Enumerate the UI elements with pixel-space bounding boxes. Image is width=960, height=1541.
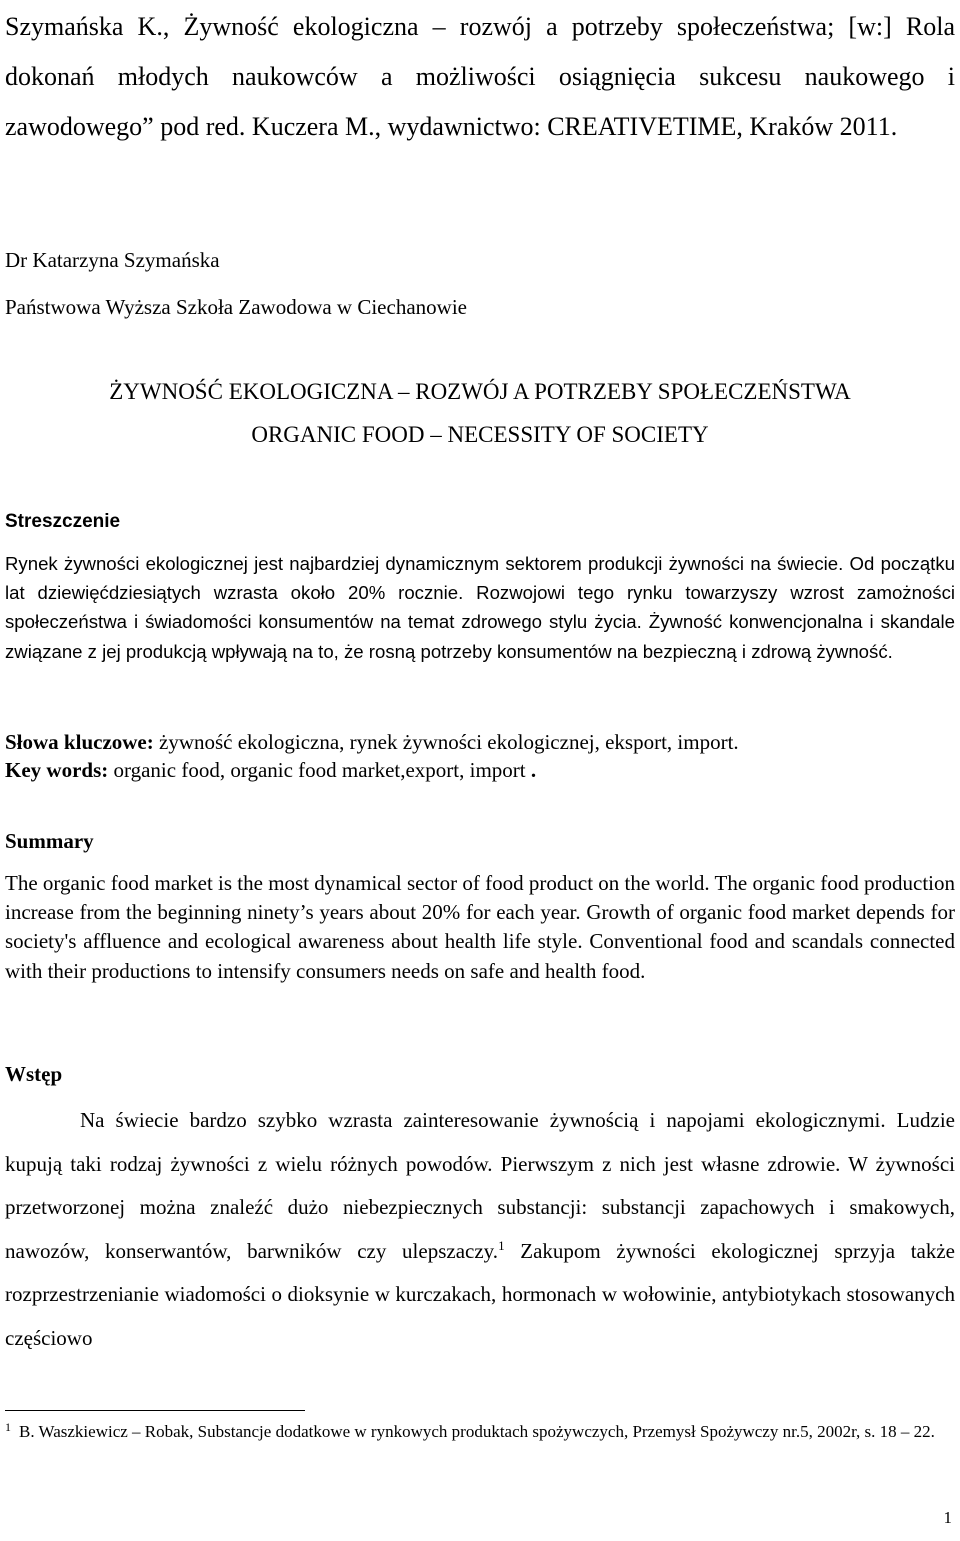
keywords-polish — [5, 727, 739, 757]
keywords-polish-text: żywność ekologiczna, rynek żywności ekologicznej, eksport, import. — [153, 730, 739, 754]
keywords-polish-label: Słowa kluczowe: — [5, 730, 154, 754]
summary-heading: Summary — [5, 829, 94, 853]
author-affiliation: Państwowa Wyższa Szkoła Zawodowa w Ciechanowie — [5, 295, 467, 319]
title-english: ORGANIC FOOD – NECESSITY OF SOCIETY — [251, 422, 709, 447]
footnote-reference[interactable]: 1 — [498, 1237, 505, 1253]
intro-heading: Wstęp — [5, 1062, 63, 1086]
intro-text-part-1: Na świecie bardzo szybko wzrasta zainteresowanie żywnością i napojami ekologicznymi. Ludzie kupują taki rodzaj żywności z wielu różnych powodów. Pierwszym z nich jest własne zdrowie. W żywności przetworzonej można znaleźć dużo niebezpiecznych substancji: substancji zapachowych i smakowych, nawozów, konserwantów, barwników czy ulepszaczy. — [5, 1108, 955, 1263]
footnote-number: 1 — [5, 1420, 11, 1434]
intro-text — [5, 1099, 955, 1360]
footnote-separator — [5, 1410, 305, 1411]
keywords-english-label: Key words: — [5, 758, 109, 782]
keywords-english-end: . — [525, 758, 537, 782]
intro-text-part-2: Zakupom żywności ekologicznej sprzyja także rozprzestrzenianie wiadomości o dioksynie w kurczakach, hormonach w wołowinie, antybiotykach stosowanych częściowo — [5, 1238, 955, 1350]
citation: Szymańska K., Żywność ekologiczna – rozwój a potrzeby społeczeństwa; [w:] Rola dokonań młodych naukowców a możliwości osiągnięcia sukcesu naukowego i zawodowego” pod red. Kuczera M., wydawnictwo: CREATIVETIME, Kraków 2011. — [5, 12, 955, 141]
keywords-english — [5, 755, 536, 785]
footnote — [5, 1420, 955, 1444]
author-name: Dr Katarzyna Szymańska — [5, 248, 220, 272]
footnote-text: B. Waszkiewicz – Robak, Substancje dodatkowe w rynkowych produktach spożywczych, Przemysł Spożywczy nr.5, 2002r, s. 18 – 22. — [19, 1422, 935, 1441]
abstract-heading: Streszczenie — [5, 511, 121, 532]
keywords-english-text: organic food, organic food market,export, import — [108, 758, 526, 782]
title-polish: ŻYWNOŚĆ EKOLOGICZNA – ROZWÓJ A POTRZEBY SPOŁECZEŃSTWA — [109, 379, 851, 404]
abstract-text: Rynek żywności ekologicznej jest najbardziej dynamicznym sektorem produkcji żywności na świecie. Od początku lat dziewięćdziesiątych wzrasta około 20% rocznie. Rozwojowi tego rynku towarzyszy wzrost zamożności społeczeństwa i świadomości konsumentów na temat zdrowego stylu życia. Żywność konwencjonalna i skandale związane z jej produkcją wpływają na to, że rosną potrzeby konsumentów na bezpieczną i zdrową żywność. — [5, 553, 955, 662]
page-number: 1 — [943, 1508, 952, 1527]
summary-text: The organic food market is the most dynamical sector of food product on the world. The organic food production increase from the beginning ninety’s years about 20% for each year. Growth of organic food market depends for society's affluence and ecological awareness about health life style. Conventional food and scandals connected with their productions to intensify consumers needs on safe and health food. — [5, 871, 956, 983]
